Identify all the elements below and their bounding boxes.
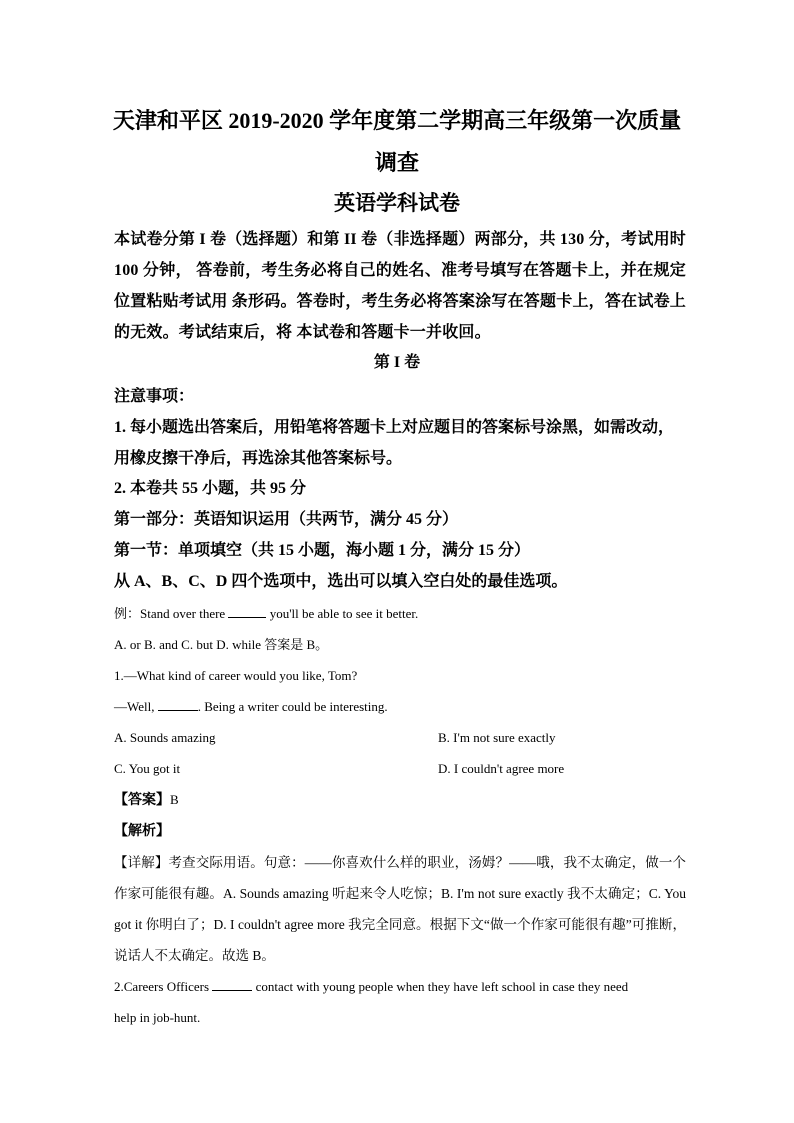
q1-line-2 — [114, 691, 686, 722]
part-heading: 第一部分：英语知识运用（共两节，满分 45 分） — [114, 511, 459, 529]
q2-line-1-after: contact with young people when they have left school in case they need — [255, 978, 629, 994]
q2-line-1-before: 2.Careers Officers — [114, 978, 210, 994]
example-stem — [114, 598, 686, 629]
q1-option-b: B. I'm not sure exactly — [438, 729, 556, 745]
example-stem-after: you'll be able to see it better. — [269, 605, 419, 621]
intro-paragraph: 本试卷分第 I 卷（选择题）和第 II 卷（非选择题）两部分，共 130 分，考试用时 100 分钟， 答卷前，考生务必将自己的姓名、准考号填写在答题卡上，并在规定位置粘贴考试用 条形码。答卷时，考生务必将答案涂写在答题卡上，答在试卷上的无效。考试结束后，将 本试卷和答题卡一并收回。 — [114, 231, 686, 341]
example-block — [114, 598, 686, 660]
title-line-1: 天津和平区 2019-2020 学年度第二学期高三年级第一次质量 — [112, 108, 682, 133]
notes-item-1: 1. 每小题选出答案后，用铅笔将答题卡上对应题目的答案标号涂黑，如需改动，用橡皮擦干净后，再选涂其他答案标号。 — [114, 418, 675, 467]
q1-option-a: A. Sounds amazing — [114, 729, 216, 745]
example-options: A. or B. and C. but D. while 答案是 B。 — [114, 636, 329, 652]
answer-blank — [228, 605, 266, 618]
q1-line-2-after: . Being a writer could be interesting. — [197, 698, 388, 714]
question-1 — [114, 660, 686, 971]
q1-line-2-before: —Well, — [114, 698, 155, 714]
section-heading: 第 I 卷 — [373, 354, 421, 371]
answer-label: 【答案】 — [114, 792, 170, 808]
answer-blank — [212, 978, 252, 991]
q1-option-d: D. I couldn't agree more — [438, 760, 565, 776]
answer-blank — [158, 698, 198, 711]
q1-options-row-1 — [114, 722, 686, 753]
q2-line-1 — [114, 971, 686, 1002]
notes-block — [114, 382, 686, 1033]
q1-line-1: 1.—What kind of career would you like, Tom? — [114, 667, 358, 683]
notes-heading: 注意事项： — [114, 388, 195, 405]
subtitle: 英语学科试卷 — [334, 191, 460, 215]
title-line-2: 调查 — [374, 150, 419, 175]
q1-answer — [114, 784, 686, 816]
question-2 — [114, 971, 686, 1033]
section-title: 第一节：单项填空（共 15 小题，海小题 1 分，满分 15 分） — [114, 541, 531, 559]
q2-line-2: help in job-hunt. — [114, 1009, 201, 1025]
answer-value: B — [170, 791, 179, 807]
q1-options-row-2 — [114, 753, 686, 784]
analysis-label: 【解析】 — [114, 823, 170, 839]
instruction-text: 从 A、B、C、D 四个选项中，选出可以填入空白处的最佳选项。 — [114, 572, 568, 590]
notes-item-2: 2. 本卷共 55 小题，共 95 分 — [114, 480, 307, 498]
q1-option-c: C. You got it — [114, 760, 181, 776]
example-stem-before: 例：Stand over there — [114, 605, 226, 621]
q1-detail: 【详解】考查交际用语。句意：——你喜欢什么样的职业，汤姆？——哦，我不太确定，做一个作家可能很有趣。A. Sounds amazing 听起来令人吃惊；B. I'm not sure exactly 我不太确定；C. You got it 你明白了；D. I couldn't agree more 我完全同意。根据下文“做一个作家可能很有趣”可推断，说话人不太确定。故选 B。 — [114, 854, 686, 963]
